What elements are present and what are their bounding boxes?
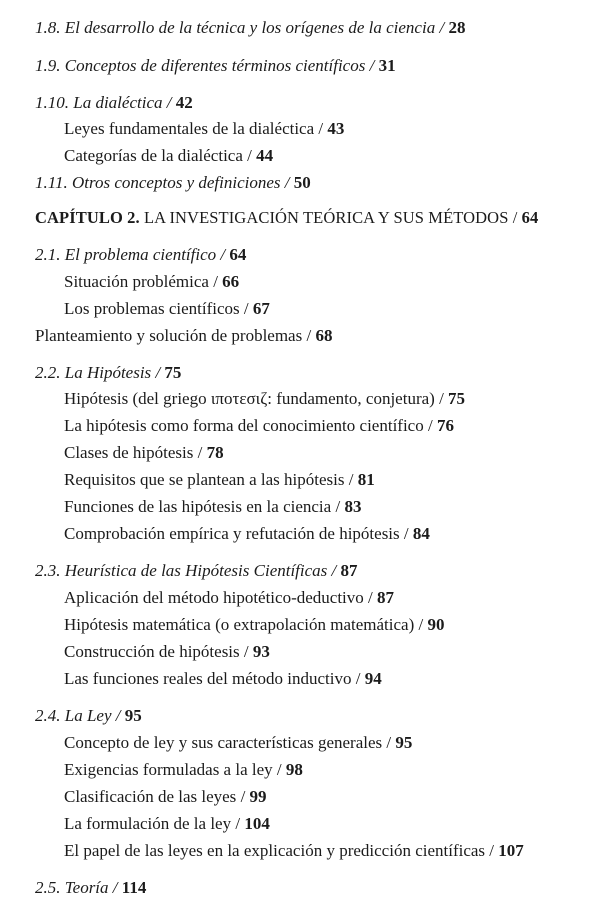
toc-entry-title: Hipótesis (del griego ιποτεσιζ: fundamento, conjetura) bbox=[64, 389, 435, 408]
chapter-number: CAPÍTULO 2. bbox=[35, 208, 140, 227]
toc-separator: / bbox=[242, 146, 257, 165]
toc-separator: / bbox=[363, 588, 378, 607]
toc-page-number: 75 bbox=[448, 389, 466, 408]
toc-entry bbox=[64, 469, 375, 491]
toc-page-number: 94 bbox=[364, 669, 382, 688]
toc-entry-title: Hipótesis matemática (o extrapolación matemática) bbox=[64, 615, 415, 634]
toc-page-number: 99 bbox=[249, 787, 267, 806]
toc-entry-title: Planteamiento y solución de problemas bbox=[35, 326, 303, 345]
toc-entry bbox=[64, 271, 239, 293]
toc-entry-title: 2.4. La Ley bbox=[35, 706, 112, 725]
toc-entry-title: La formulación de la ley bbox=[64, 814, 232, 833]
toc-entry bbox=[64, 732, 412, 754]
toc-separator: / bbox=[272, 760, 286, 779]
toc-entry bbox=[64, 759, 303, 781]
toc-separator: / bbox=[302, 326, 316, 345]
toc-entry-title: Los problemas científicos bbox=[64, 299, 240, 318]
toc-entry-title: LA INVESTIGACIÓN TEÓRICA Y SUS MÉTODOS bbox=[143, 208, 509, 227]
toc-entry-title: Clasificación de las leyes bbox=[64, 787, 237, 806]
toc-separator: / bbox=[399, 524, 413, 543]
toc-entry bbox=[35, 877, 146, 899]
toc-separator: / bbox=[423, 416, 437, 435]
toc-separator: / bbox=[344, 470, 358, 489]
toc-entry bbox=[64, 614, 444, 636]
toc-entry bbox=[35, 244, 246, 266]
toc-entry-title: 1.8. El desarrollo de la técnica y los orígenes de la ciencia bbox=[35, 18, 436, 37]
toc-page-number: 107 bbox=[498, 841, 524, 860]
toc-entry-title: Situación problémica bbox=[64, 272, 209, 291]
toc-page-number: 44 bbox=[256, 146, 274, 165]
toc-page-number: 43 bbox=[327, 119, 345, 138]
toc-entry-title: Concepto de ley y sus características generales bbox=[64, 733, 383, 752]
toc-page-number: 90 bbox=[427, 615, 445, 634]
toc-entry bbox=[64, 813, 270, 835]
toc-entry-title: Leyes fundamentales de la dialéctica bbox=[64, 119, 315, 138]
toc-separator: / bbox=[108, 878, 122, 897]
toc-entry bbox=[64, 523, 430, 545]
toc-entry bbox=[64, 145, 273, 167]
toc-entry-title: Categorías de la dialéctica bbox=[64, 146, 243, 165]
toc-entry bbox=[64, 442, 224, 464]
toc-page-number: 31 bbox=[378, 56, 396, 75]
toc-chapter-heading bbox=[35, 207, 538, 229]
toc-page-number: 68 bbox=[315, 326, 333, 345]
toc-page-number: 98 bbox=[285, 760, 303, 779]
toc-separator: / bbox=[331, 497, 345, 516]
toc-separator: / bbox=[314, 119, 328, 138]
toc-page-number: 66 bbox=[222, 272, 240, 291]
toc-page-number: 83 bbox=[344, 497, 362, 516]
toc-entry bbox=[35, 560, 358, 582]
toc-entry-title: El papel de las leyes en la explicación y predicción científicas bbox=[64, 841, 486, 860]
toc-entry-title: 1.11. Otros conceptos y definiciones bbox=[35, 173, 281, 192]
toc-page-number: 95 bbox=[124, 706, 142, 725]
toc-entry-title: La hipótesis como forma del conocimiento científico bbox=[64, 416, 424, 435]
toc-separator: / bbox=[351, 669, 365, 688]
toc-entry bbox=[64, 668, 382, 690]
toc-separator: / bbox=[111, 706, 125, 725]
toc-page-number: 28 bbox=[448, 18, 466, 37]
toc-entry bbox=[64, 118, 344, 140]
toc-separator: / bbox=[280, 173, 294, 192]
toc-entry-title: 1.10. La dialéctica bbox=[35, 93, 163, 112]
toc-separator: / bbox=[231, 814, 245, 833]
toc-entry bbox=[35, 17, 465, 39]
toc-page-number: 67 bbox=[252, 299, 270, 318]
toc-separator: / bbox=[239, 299, 253, 318]
toc-separator: / bbox=[151, 363, 165, 382]
toc-separator: / bbox=[193, 443, 207, 462]
toc-entry bbox=[64, 587, 394, 609]
toc-entry-title: Construcción de hipótesis bbox=[64, 642, 240, 661]
toc-entry-title: 2.5. Teoría bbox=[35, 878, 109, 897]
toc-page-number: 93 bbox=[252, 642, 270, 661]
toc-page-number: 104 bbox=[244, 814, 270, 833]
toc-entry-title: Clases de hipótesis bbox=[64, 443, 194, 462]
toc-entry-title: 2.3. Heurística de las Hipótesis Científicas bbox=[35, 561, 328, 580]
toc-separator: / bbox=[327, 561, 341, 580]
toc-entry-title: Las funciones reales del método inductivo bbox=[64, 669, 352, 688]
toc-entry bbox=[64, 641, 270, 663]
toc-separator: / bbox=[414, 615, 428, 634]
toc-page-number: 78 bbox=[206, 443, 224, 462]
toc-entry bbox=[64, 840, 524, 862]
toc-page-number: 76 bbox=[436, 416, 454, 435]
toc-page-number: 64 bbox=[521, 208, 539, 227]
toc-page-number: 95 bbox=[395, 733, 413, 752]
toc-separator: / bbox=[485, 841, 499, 860]
toc-entry bbox=[64, 388, 465, 410]
toc-separator: / bbox=[508, 208, 522, 227]
toc-page-number: 81 bbox=[357, 470, 375, 489]
toc-entry bbox=[35, 362, 181, 384]
toc-entry bbox=[64, 786, 267, 808]
toc-entry bbox=[35, 55, 396, 77]
toc-entry bbox=[35, 92, 193, 114]
toc-separator: / bbox=[239, 642, 253, 661]
toc-page-number: 87 bbox=[377, 588, 395, 607]
toc-entry bbox=[64, 496, 361, 518]
toc-entry bbox=[35, 172, 311, 194]
toc-entry-title: Aplicación del método hipotético-deductivo bbox=[64, 588, 364, 607]
toc-page-number: 42 bbox=[175, 93, 193, 112]
toc-page-number: 114 bbox=[121, 878, 147, 897]
toc-entry-title: Comprobación empírica y refutación de hipótesis bbox=[64, 524, 400, 543]
toc-separator: / bbox=[434, 389, 449, 408]
toc-entry-title: Exigencias formuladas a la ley bbox=[64, 760, 273, 779]
toc-entry-title: 1.9. Conceptos de diferentes términos científicos bbox=[35, 56, 366, 75]
toc-separator: / bbox=[382, 733, 396, 752]
toc-separator: / bbox=[208, 272, 223, 291]
toc-page-number: 50 bbox=[293, 173, 311, 192]
toc-separator: / bbox=[162, 93, 176, 112]
toc-separator: / bbox=[236, 787, 250, 806]
toc-page-number: 64 bbox=[229, 245, 247, 264]
toc-entry-title: 2.1. El problema científico bbox=[35, 245, 217, 264]
toc-separator: / bbox=[216, 245, 230, 264]
toc-entry bbox=[64, 298, 270, 320]
toc-entry-title: Funciones de las hipótesis en la ciencia bbox=[64, 497, 332, 516]
toc-separator: / bbox=[435, 18, 449, 37]
toc-separator: / bbox=[365, 56, 379, 75]
toc-entry-title: 2.2. La Hipótesis bbox=[35, 363, 152, 382]
toc-entry bbox=[35, 705, 142, 727]
toc-page-number: 87 bbox=[340, 561, 358, 580]
toc-page-number: 84 bbox=[412, 524, 430, 543]
toc-entry bbox=[35, 325, 332, 347]
toc-entry bbox=[64, 415, 454, 437]
toc-page-number: 75 bbox=[164, 363, 182, 382]
toc-entry-title: Requisitos que se plantean a las hipótesis bbox=[64, 470, 345, 489]
